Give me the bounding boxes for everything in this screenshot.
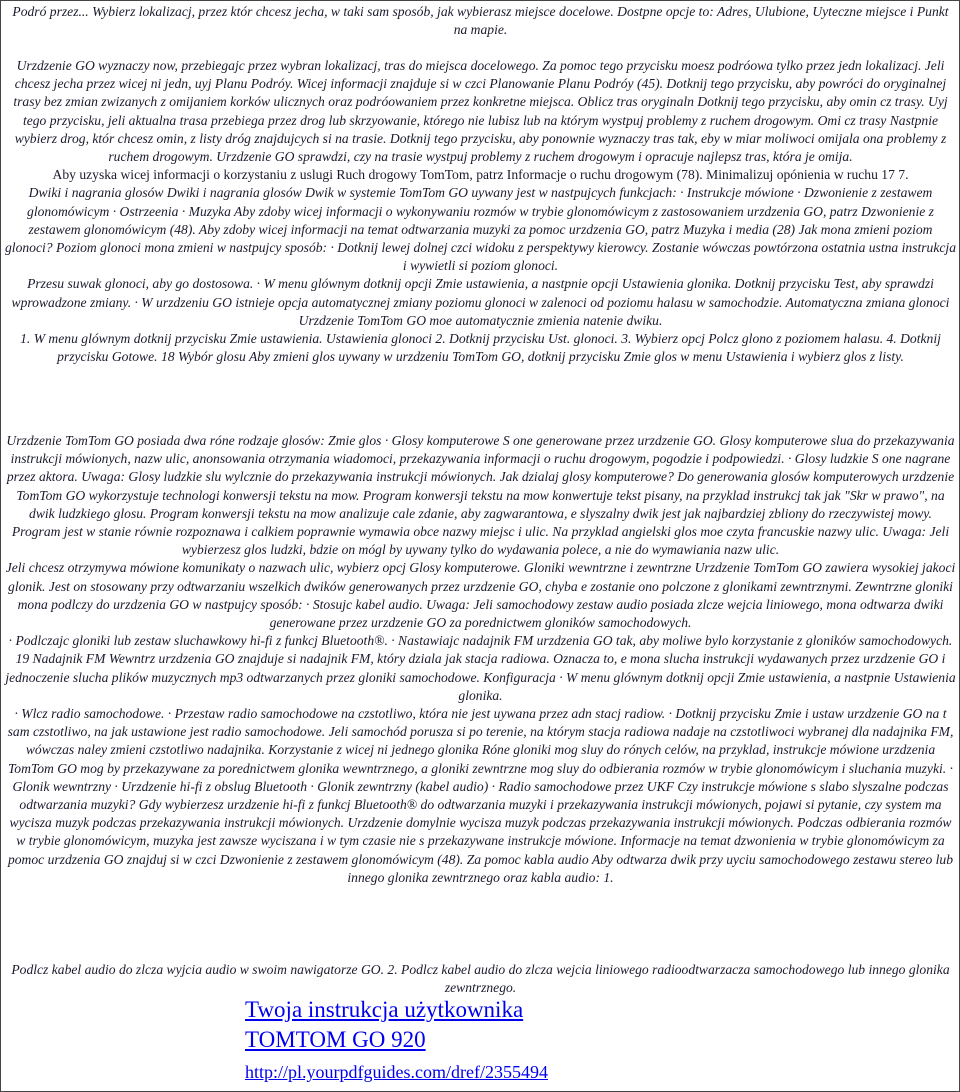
text-paragraph: Aby uzyska wicej informacji o korzystaniu z uslugi Ruch drogowy TomTom, patrz Informacje o ruchu drogowym (78). Minimalizuj opónienia w ruchu 17 7.	[52, 167, 909, 183]
text-paragraph: Dwiki i nagrania glosów Dwiki i nagrania glosów Dwik w systemie TomTom GO uywany jest w nastpujcych funkcjach: · Instrukcje mówione · Dzwonienie z zestawem glonomówicym · Ostrzeenia · Muzyka Aby zdoby wicej informacji o wykonywaniu rozmów w trybie glonomówicym z zastosowaniem urzdzenia GO, patrz Dzwonienie z zestawem glonomówicym (48). Aby zdoby wicej informacji na temat odtwarzania muzyki za pomoc urzdzenia GO, patrz Muzyka i media (28) Jak mona zmieni poziom glonoci? Poziom glonoci mona zmieni w nastpujcy sposób: · Dotknij lewej dolnej czci widoku z perspektywy kierowcy. Zostanie wówczas powtórzona ostatnia ustna instrukcja i wywietli si poziom glonoci.	[5, 185, 956, 274]
text-paragraph: Jeli chcesz otrzymywa mówione komunikaty o nazwach ulic, wybierz opcj Glosy komputerowe. Gloniki wewntrzne i zewntrzne Urzdzenie TomTom GO zawiera wysokiej jakoci glonik. Jest on stosowany przy odtwarzaniu wszelkich dwików generowanych przez urzdzenie GO, chyba e zostanie ono polczone z glonikami zewntrznymi. Zewntrzne gloniki mona podlczy do urzdzenia GO w nastpujcy sposób: · Stosujc kabel audio. Uwaga: Jeli samochodowy zestaw audio posiada zlcze wejcia liniowego, mona odtwarza dwiki generowane przez urzdzenie GO za porednictwem gloników samochodowych.	[5, 560, 956, 631]
text-paragraph: 1. W menu glównym dotknij przycisku Zmie ustawienia. Ustawienia glonoci 2. Dotknij przycisku Ust. glonoci. 3. Wybierz opcj Polcz glono z poziomem halasu. 4. Dotknij przycisku Gotowe. 18 Wybór glosu Aby zmieni glos uywany w urzdzeniu TomTom GO, dotknij przycisku Zmie glos w menu Ustawienia i wybierz glos z listy.	[20, 331, 941, 365]
text-paragraph: · Wlcz radio samochodowe. · Przestaw radio samochodowe na czstotliwo, która nie jest uywana przez adn stacj radiow. · Dotknij przycisku Zmie i ustaw urzdzenie GO na t sam czstotliwo, na jak ustawione jest radio samochodowe. Jeli samochód porusza si po terenie, na którym stacja radiowa nadaje na czstotliwoci wybranej dla nadajnika FM, wówczas naley zmieni czstotliwo nadajnika. Korzystanie z wicej ni jednego glonika Róne gloniki mog sluy do rónych celów, na przyklad, instrukcje mówione urzdzenia TomTom GO mog by przekazywane za porednictwem glonika wewntrznego, a gloniki zewntrzne mog sluy do odbierania rozmów w trybie glonomówicym i sluchania muzyki. · Glonik wewntrzny · Urzdzenie hi-fi z obslug Bluetooth · Glonik zewntrzny (kabel audio) · Radio samochodowe przez UKF Czy instrukcje mówione s slabo slyszalne podczas odtwarzania muzyki? Gdy wybierzesz urzdzenie hi-fi z funkcj Bluetooth® do odtwarzania muzyki i przekazywania instrukcji mówionych, pojawi si pytanie, czy system ma wycisza muzyk podczas przekazywania instrukcji mówionych. Urzdzenie domylnie wycisza muzyk podczas przekazywania instrukcji mówionych. Podczas odbierania rozmów w trybie glonomówicym, muzyka jest zawsze wyciszana i w tym czasie nie s przekazywane instrukcje mówione. Informacje na temat dzwonienia w trybie glonomówicym za pomoc urzdzenia GO znajduj si w czci Dzwonienie z zestawem glonomówicym (48). Za pomoc kabla audio Aby odtwarza dwik przy uyciu samochodowego zestawu stereo lub innego glonika zewntrznego oraz kabla audio: 1.	[7, 706, 954, 885]
manual-url-link[interactable]: http://pl.yourpdfguides.com/dref/2355494	[245, 1062, 548, 1082]
text-paragraph: Urzdzenie GO wyznaczy now, przebiegajc przez wybran lokalizacj, tras do miejsca docelowego. Za pomoc tego przycisku moesz podróowa tylko przez jedn lokalizacj. Jeli chcesz jecha przez wicej ni jedn, uyj Planu Podróy. Wicej informacji znajduje si w czci Planowanie Planu Podróy (45). Dotknij tego przycisku, aby powróci do oryginalnej trasy bez zmian zwizanych z omijaniem korków ulicznych oraz podróowaniem przez konkretne miejsca. Oblicz tras oryginaln Dotknij tego przycisku, aby omin cz trasy. Uyj tego przycisku, jeli aktualna trasa przebiega przez drog lub skrzyowanie, którego nie lubisz lub na którym wystpuj problemy z ruchem drogowym. Omi cz trasy Nastpnie wybierz drog, któr chcesz omin, z listy dróg znajdujcych si na trasie. Dotknij tego przycisku, aby ponownie wyznaczy tras tak, eby w miar moliwoci omijala ona problemy z ruchem drogowym. Urzdzenie GO sprawdzi, czy na trasie wystpuj problemy z ruchem drogowym i opracuje najlepsz tras, która je omija.	[13, 58, 948, 165]
manual-title-link-line1[interactable]: Twoja instrukcja użytkownika	[245, 997, 524, 1022]
voices-and-speakers-section	[5, 432, 956, 887]
text-paragraph: Podró przez... Wybierz lokalizacj, przez któr chcesz jecha, w taki sam sposób, jak wybierasz miejsce docelowe. Dostpne opcje to: Adres, Ulubione, Uyteczne miejsce i Punkt na mapie.	[12, 4, 949, 38]
route-and-sound-section	[5, 57, 956, 366]
audio-cable-section	[5, 961, 956, 997]
manual-title-link-line2[interactable]: TOMTOM GO 920	[245, 1027, 426, 1052]
text-paragraph: Urzdzenie TomTom GO posiada dwa róne rodzaje glosów: Zmie glos · Glosy komputerowe S one generowane przez urzdzenie GO. Glosy komputerowe slua do przekazywania instrukcji mówionych, nazw ulic, anonsowania otrzymania wiadomoci, przekazywania informacji o ruchu drogowym, pogodzie i podpowiedzi. · Glosy ludzkie S one nagrane przez aktora. Uwaga: Glosy ludzkie slu wylcznie do przekazywania instrukcji mówionych. Jak dzialaj glosy komputerowe? Do generowania glosów komputerowych urzdzenie TomTom GO wykorzystuje technologi konwersji tekstu na mow. Program konwersji tekstu na mow konwertuje tekst pisany, na przyklad instrukcj tak jak "Skr w prawo", na dwik ludzkiego glosu. Program konwersji tekstu na mow analizuje cale zdanie, aby zagwarantowa, e slyszalny dwik jest jak najbardziej zbliony do rzeczywistej mowy. Program jest w stanie równie rozpoznawa i calkiem poprawnie wymawia obce nazwy miejsc i ulic. Na przyklad angielski glos moe czyta francuskie nazwy ulic. Uwaga: Jeli wybierzesz glos ludzki, bdzie on mógl by uywany tylko do wydawania polece, a nie do wymawiania nazw ulic.	[6, 433, 955, 558]
text-paragraph: Podlcz kabel audio do zlcza wyjcia audio w swoim nawigatorze GO. 2. Podlcz kabel audio do zlcza wejcia liniowego radioodtwarzacza samochodowego lub innego glonika zewntrznego.	[11, 962, 950, 996]
footer-links	[245, 995, 548, 1085]
text-paragraph: · Podlczajc gloniki lub zestaw sluchawkowy hi-fi z funkcj Bluetooth®. · Nastawiajc nadajnik FM urzdzenia GO tak, aby moliwe bylo korzystanie z gloników samochodowych. 19 Nadajnik FM Wewntrz urzdzenia GO znajduje si nadajnik FM, który dziala jak stacja radiowa. Oznacza to, e mona slucha instrukcji wydawanych przez urzdzenie GO i jednoczenie slucha plików muzycznych mp3 odtwarzanych przez gloniki samochodowe. Konfiguracja · W menu glównym dotknij opcji Zmie ustawienia, a nastpnie Ustawienia glonika.	[5, 633, 956, 703]
intro-paragraph	[5, 3, 956, 39]
text-paragraph: Przesu suwak glonoci, aby go dostosowa. · W menu glównym dotknij opcji Zmie ustawienia, a nastpnie opcji Ustawienia glonika. Dotknij przycisku Test, aby sprawdzi wprowadzone zmiany. · W urzdzeniu GO istnieje opcja automatycznej zmiany poziomu glonoci w zalenoci od poziomu halasu w samochodzie. Automatyczna zmiana glonoci Urzdzenie TomTom GO moe automatycznie zmienia natenie dwiku.	[11, 276, 950, 328]
